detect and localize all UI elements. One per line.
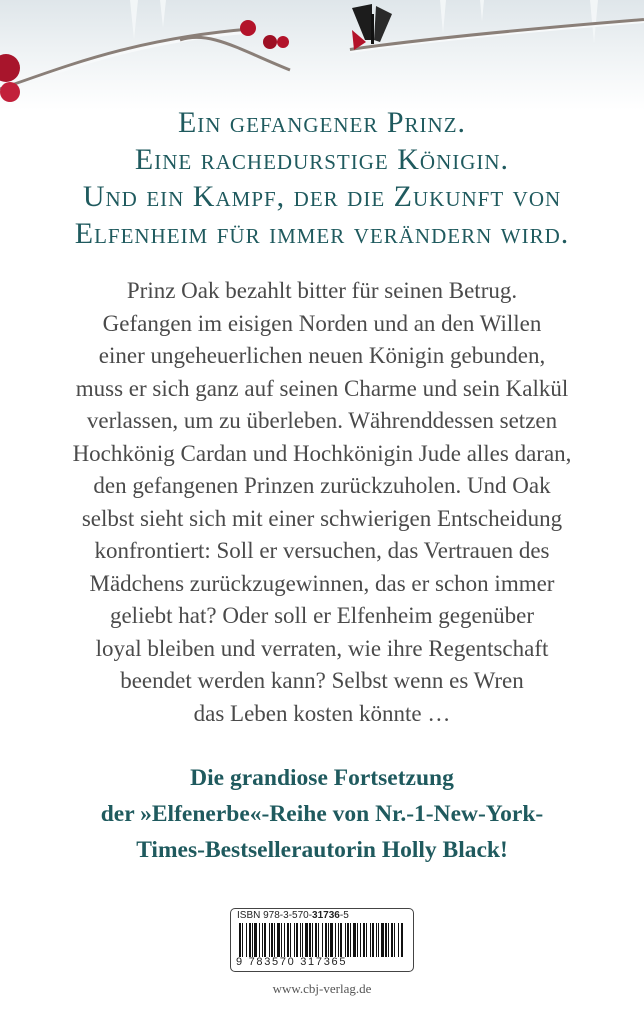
tagline-line: Eine rachedurstige Königin. [134, 143, 510, 176]
barcode-bar [254, 923, 257, 957]
promo-line: der »Elfenerbe«-Reihe von Nr.-1-New-York- [100, 801, 544, 827]
synopsis-line: konfrontiert: Soll er versuchen, das Vertrauen des [94, 538, 550, 563]
barcode-bar [401, 923, 403, 957]
synopsis-line: den gefangenen Prinzen zurückzuholen. Und Oak [93, 473, 551, 498]
tagline-line: Elfenheim für immer verändern wird. [74, 217, 570, 250]
promo-line: Times-Bestsellerautorin Holly Black! [136, 837, 508, 863]
barcode-bar [296, 923, 298, 957]
barcode-bar [269, 923, 270, 957]
tagline-line: Und ein Kampf, der die Zukunft von [82, 180, 562, 213]
barcode-bar [366, 923, 367, 957]
barcode-bar [328, 923, 329, 957]
barcode-bar [385, 923, 387, 957]
synopsis-line: loyal bleiben und verraten, wie ihre Regentschaft [95, 635, 549, 661]
barcode-bar [376, 923, 377, 957]
berry-icon [263, 35, 277, 49]
synopsis-line: verlassen, um zu überleben. Währenddessen setzen [86, 408, 558, 433]
barcode-bar [357, 923, 358, 957]
barcode-bar [249, 923, 251, 957]
synopsis-line: beendet werden kann? Selbst wenn es Wren [120, 668, 524, 693]
barcode-bar [381, 923, 384, 957]
synopsis-line: einer ungeheuerlichen neuen Königin gebunden, [98, 343, 546, 368]
barcode-bar [252, 923, 253, 957]
isbn-suffix: -5 [339, 910, 349, 921]
barcode-bar [350, 923, 351, 957]
barcode-bar [259, 923, 260, 957]
barcode-bar [309, 923, 311, 957]
barcode-bars [239, 923, 405, 957]
barcode-bar [271, 923, 273, 957]
synopsis-line: Gefangen im eisigen Norden und an den Willen [102, 310, 542, 336]
synopsis-line: Prinz Oak bezahlt bitter für seinen Betrug. [126, 278, 518, 303]
tagline-line: Ein gefangener Prinz. [177, 106, 467, 139]
berry-icon [0, 82, 20, 102]
barcode-bar [239, 923, 241, 957]
barcode-bar [322, 923, 323, 957]
barcode-bar [302, 923, 303, 957]
barcode-bar [363, 923, 365, 957]
isbn-bold-part: 31736 [312, 910, 340, 921]
synopsis-line: geliebt hat? Oder soll er Elfenheim gegenüber [109, 603, 535, 628]
promo-block [0, 760, 644, 868]
synopsis-line: das Leben kosten könnte … [193, 700, 451, 726]
barcode-bar [391, 923, 393, 957]
barcode-bar [340, 923, 342, 957]
berry-icon [240, 20, 256, 36]
barcode-bar [274, 923, 275, 957]
barcode-bar [338, 923, 339, 957]
barcode-bar [284, 923, 285, 957]
synopsis-line: Hochkönig Cardan und Hochkönigin Jude alles daran, [72, 440, 572, 466]
cover-header-artwork [0, 0, 644, 110]
isbn-label [237, 910, 349, 921]
barcode-bar [347, 923, 349, 957]
isbn-prefix: ISBN 978-3-570- [237, 910, 313, 921]
barcode-bar [394, 923, 395, 957]
barcode-bar [305, 923, 308, 957]
barcode-bar [330, 923, 333, 957]
barcode-bar [318, 923, 319, 957]
barcode-bar [315, 923, 317, 957]
berry-icon [0, 54, 20, 82]
barcode-bar [353, 923, 356, 957]
barcode-bar [264, 923, 266, 957]
publisher-website: www.cbj-verlag.de [272, 981, 372, 996]
barcode-bar [262, 923, 263, 957]
barcode-bar [242, 923, 243, 957]
barcode-bar [300, 923, 301, 957]
tagline-block [0, 104, 644, 252]
barcode-bar [345, 923, 346, 957]
synopsis-line: Mädchens zurückzugewinnen, das er schon immer [89, 570, 555, 596]
promo-line: Die grandiose Fortsetzung [190, 765, 454, 791]
barcode-bar [370, 923, 371, 957]
isbn-barcode [230, 908, 414, 972]
barcode-bar [294, 923, 295, 957]
synopsis-block [0, 275, 644, 730]
barcode-bar [246, 923, 247, 957]
winter-branch-illustration [0, 0, 644, 110]
barcode-bar [290, 923, 291, 957]
barcode-bar [277, 923, 280, 957]
barcode-bar [388, 923, 389, 957]
berry-icon [277, 36, 289, 48]
synopsis-line: selbst sieht sich mit einer schwierigen Entscheidung [81, 505, 563, 531]
barcode-bar [325, 923, 327, 957]
barcode-digits: 9 783570 317365 [236, 956, 348, 968]
barcode-bar [287, 923, 289, 957]
barcode-bar [398, 923, 399, 957]
butterfly-icon [352, 4, 392, 50]
barcode-bar [372, 923, 374, 957]
barcode-bar [335, 923, 336, 957]
synopsis-line: muss er sich ganz auf seinen Charme und sein Kalkül [75, 375, 569, 401]
barcode-bar [281, 923, 282, 957]
barcode-bar [312, 923, 313, 957]
barcode-bar [378, 923, 379, 957]
barcode-bar [360, 923, 361, 957]
